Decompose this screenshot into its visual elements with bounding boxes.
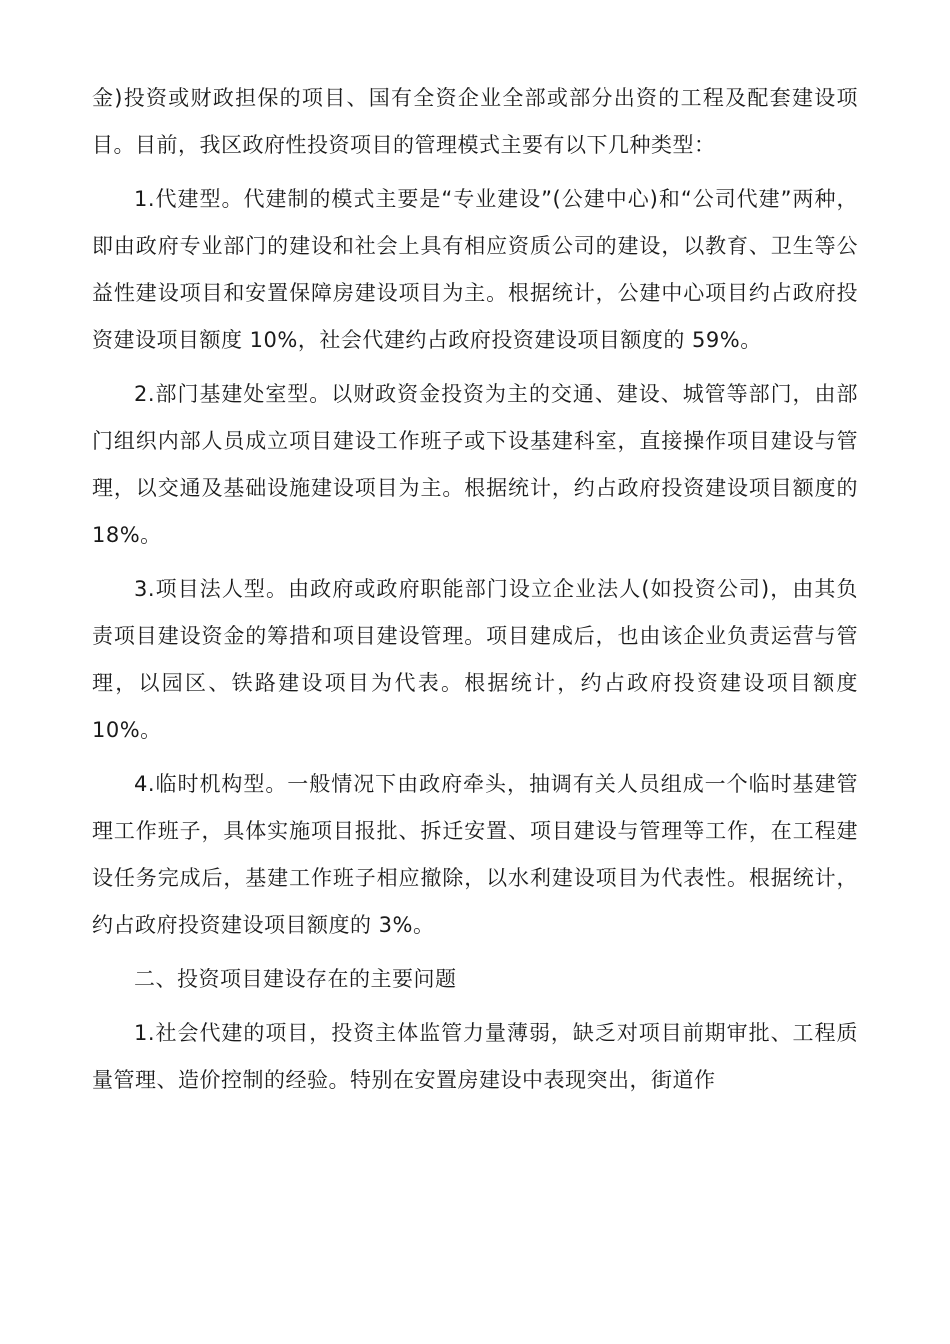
- paragraph-problem-1: 1.社会代建的项目，投资主体监管力量薄弱，缺乏对项目前期审批、工程质量管理、造价控制的经验。特别在安置房建设中表现突出，街道作: [92, 1021, 858, 1092]
- paragraph-type-4-temporary-agency: 4.临时机构型。一般情况下由政府牵头，抽调有关人员组成一个临时基建管理工作班子，具体实施项目报批、拆迁安置、项目建设与管理等工作，在工程建设任务完成后，基建工作班子相应撤除，以水利建设项目为代表性。根据统计，约占政府投资建设项目额度的 3%。: [92, 772, 858, 937]
- section-heading-problems: 二、投资项目建设存在的主要问题: [134, 967, 457, 991]
- paragraph-type-1-agent-construction: 1.代建型。代建制的模式主要是“专业建设”(公建中心)和“公司代建”两种，即由政府专业部门的建设和社会上具有相应资质公司的建设，以教育、卫生等公益性建设项目和安置保障房建设项目为主。根据统计，公建中心项目约占政府投资建设项目额度 10%，社会代建约占政府投资建设项目额度的 59%。: [92, 187, 858, 352]
- document-body: [92, 75, 858, 1104]
- paragraph-type-2-department-office: 2.部门基建处室型。以财政资金投资为主的交通、建设、城管等部门，由部门组织内部人员成立项目建设工作班子或下设基建科室，直接操作项目建设与管理，以交通及基础设施建设项目为主。根据统计，约占政府投资建设项目额度的 18%。: [92, 382, 858, 547]
- paragraph-intro-continued: 金)投资或财政担保的项目、国有全资企业全部或部分出资的工程及配套建设项目。目前，我区政府性投资项目的管理模式主要有以下几种类型：: [92, 86, 858, 157]
- paragraph-type-3-project-legal-person: 3.项目法人型。由政府或政府职能部门设立企业法人(如投资公司)，由其负责项目建设资金的筹措和项目建设管理。项目建成后，也由该企业负责运营与管理，以园区、铁路建设项目为代表。根据统计，约占政府投资建设项目额度 10%。: [92, 577, 858, 742]
